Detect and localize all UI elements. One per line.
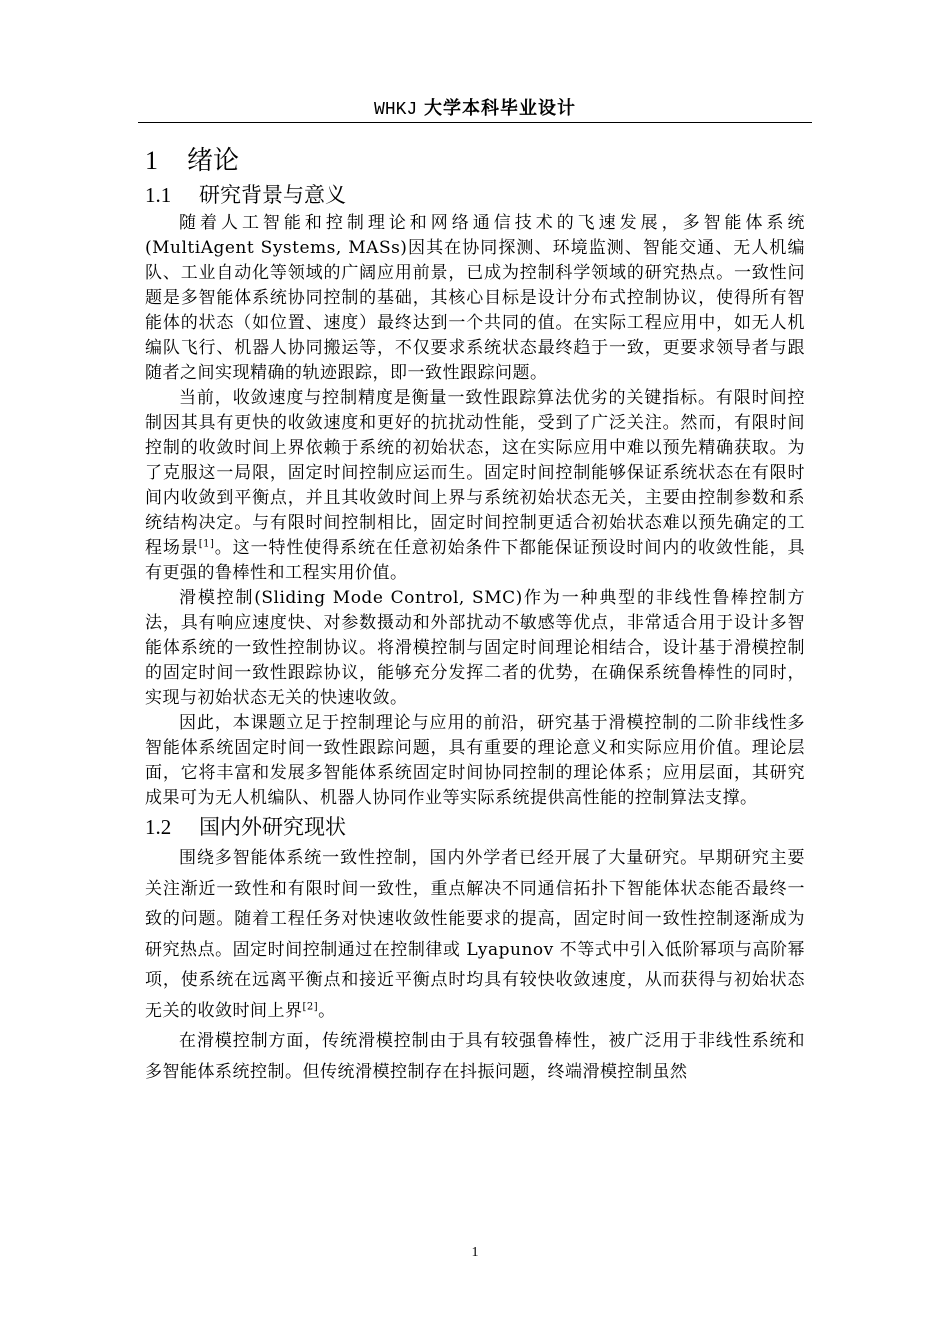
paragraph-text: 。这一特性使得系统在任意初始条件下都能保证预设时间内的收敛性能，具有更强的鲁棒性和工程实用价值。 [145,538,806,583]
paragraph: 因此，本课题立足于控制理论与应用的前沿，研究基于滑模控制的二阶非线性多智能体系统固定时间一致性跟踪问题，具有重要的理论意义和实际应用价值。理论层面，它将丰富和发展多智能体系统固定时间协同控制的理论体系；应用层面，其研究成果可为无人机编队、机器人协同作业等实际系统提供高性能的控制算法支撑。 [145,713,805,808]
page-number: 1 [471,1245,479,1260]
section-number: 1.2 [145,815,172,839]
chapter-number: 1 [145,146,158,175]
section-heading [145,179,805,211]
section-1-1 [145,179,805,811]
citation-ref: [2] [302,1000,319,1012]
section-title: 研究背景与意义 [199,183,346,207]
paragraph: 随着人工智能和控制理论和网络通信技术的飞速发展，多智能体系统(MultiAgent Systems, MASs)因其在协同探测、环境监测、智能交通、无人机编队、工业自动化等领域的广阔应用前景，已成为控制科学领域的研究热点。一致性问题是多智能体系统协同控制的基础，其核心目标是设计分布式控制协议，使得所有智能体的状态（如位置、速度）最终达到一个共同的值。在实际工程应用中，如无人机编队飞行、机器人协同搬运等，不仅要求系统状态最终趋于一致，更要求领导者与跟随者之间实现精确的轨迹跟踪，即一致性跟踪问题。 [145,213,805,383]
paragraph-text: 围绕多智能体系统一致性控制，国内外学者已经开展了大量研究。早期研究主要关注渐近一致性和有限时间一致性，重点解决不同通信拓扑下智能体状态能否最终一致的问题。随着工程任务对快速收敛性能要求的提高，固定时间一致性控制逐渐成为研究热点。固定时间控制通过在控制律或 Lyapunov 不等式中引入低阶幂项与高阶幂项，使系统在远离平衡点和接近平衡点时均具有较快收敛速度，从而获得与初始状态无关的收敛时间上界 [145,848,805,1021]
section-title: 国内外研究现状 [199,815,346,839]
paragraph [145,386,805,586]
header-rule [138,122,812,123]
section-heading [145,811,805,843]
paragraph [145,843,805,1026]
header-title: 大学本科毕业设计 [423,98,576,119]
page-content [145,143,805,1087]
section-number: 1.1 [145,183,172,207]
citation-ref: [1] [198,538,215,550]
page-header [138,96,812,123]
paragraph-text: 当前，收敛速度与控制精度是衡量一致性跟踪算法优劣的关键指标。有限时间控制因其具有更快的收敛速度和更好的抗扰动性能，受到了广泛关注。然而，有限时间控制的收敛时间上界依赖于系统的初始状态，这在实际应用中难以预先精确获取。为了克服这一局限，固定时间控制应运而生。固定时间控制能够保证系统状态在有限时间内收敛到平衡点，并且其收敛时间上界与系统初始状态无关，主要由控制参数和系统结构决定。与有限时间控制相比，固定时间控制更适合初始状态难以预先确定的工程场景 [145,388,805,558]
chapter-heading [145,143,805,179]
chapter-title: 绪论 [187,146,240,176]
header-prefix: WHKJ [374,100,418,120]
paragraph: 在滑模控制方面，传统滑模控制由于具有较强鲁棒性，被广泛用于非线性系统和多智能体系统控制。但传统滑模控制存在抖振问题，终端滑模控制虽然 [145,1031,805,1082]
paragraph: 滑模控制(Sliding Mode Control, SMC)作为一种典型的非线性鲁棒控制方法，具有响应速度快、对参数摄动和外部扰动不敏感等优点，非常适合用于设计多智能体系统的一致性控制协议。将滑模控制与固定时间理论相结合，设计基于滑模控制的固定时间一致性跟踪协议，能够充分发挥二者的优势，在确保系统鲁棒性的同时，实现与初始状态无关的快速收敛。 [145,588,805,708]
section-1-2 [145,811,805,1087]
paragraph-text: 。 [318,1000,336,1021]
